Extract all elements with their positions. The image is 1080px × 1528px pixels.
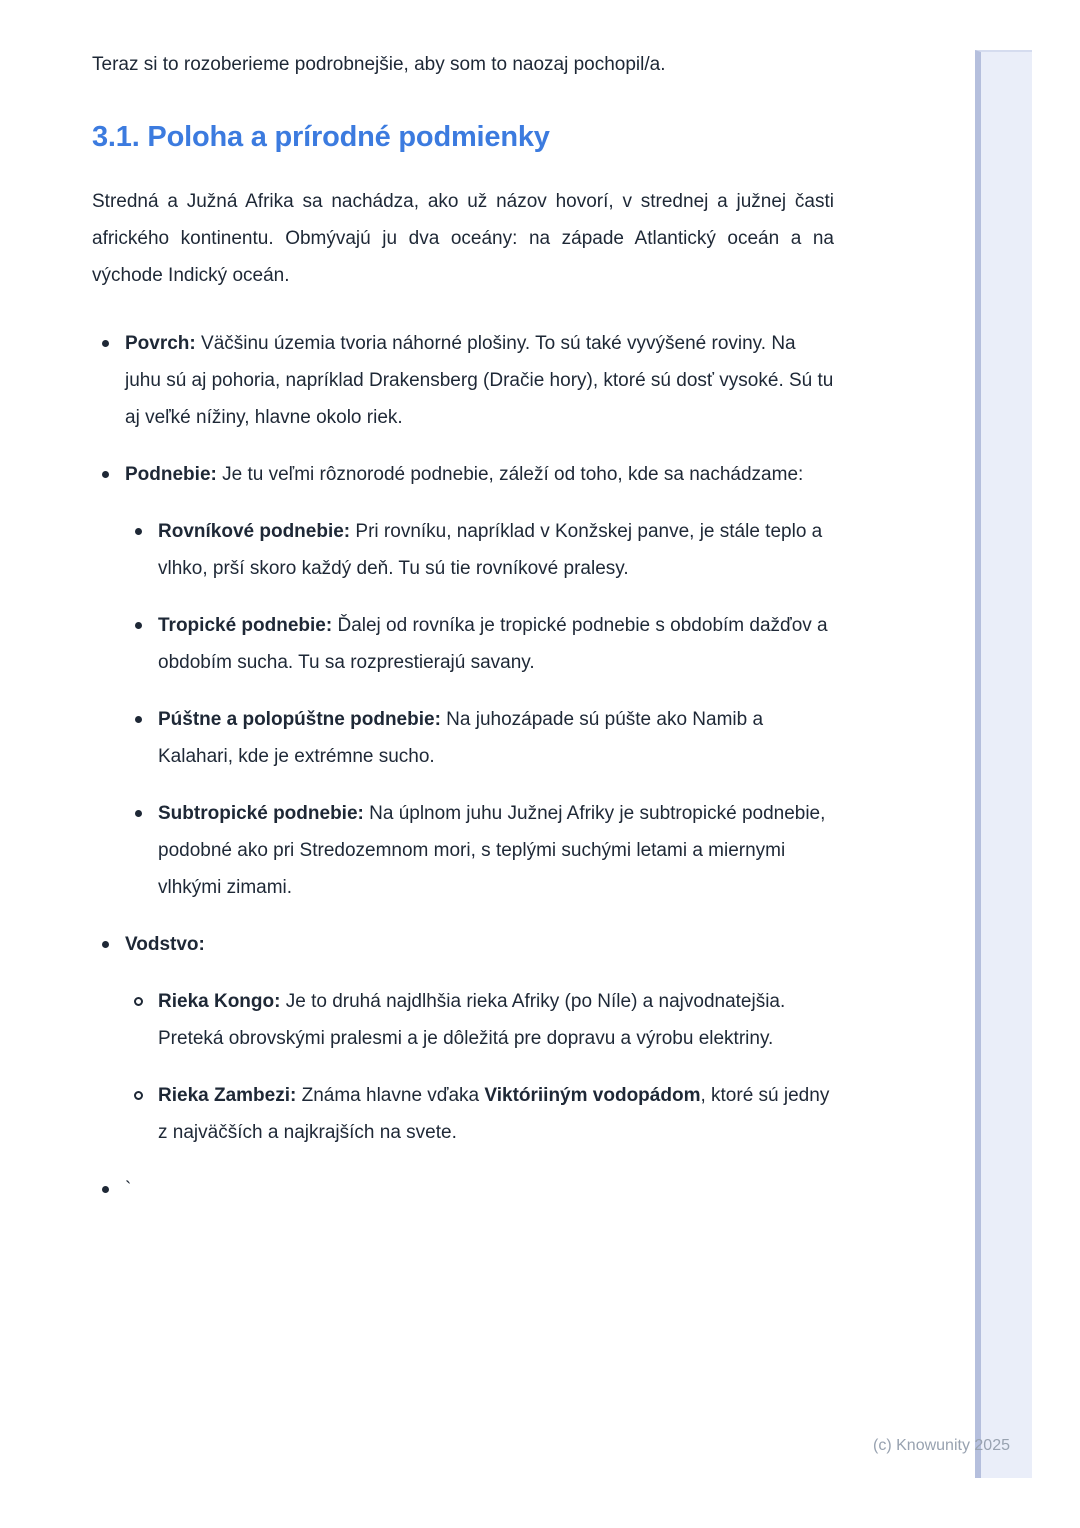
list-item-text: Povrch: Väčšinu územia tvoria náhorné plošiny. To sú také vyvýšené roviny. Na juhu sú aj pohoria, napríklad Drakensberg (Dračie hory), ktoré sú dosť vysoké. Sú tu aj veľké nížiny, hlavne okolo riek.: [125, 333, 834, 428]
list-item-text: Tropické podnebie: Ďalej od rovníka je tropické podnebie s obdobím dažďov a obdobím sucha. Tu sa rozprestierajú savany.: [158, 615, 828, 673]
lead-paragraph: Stredná a Južná Afrika sa nachádza, ako už názov hovorí, v strednej a južnej časti afrického kontinentu. Obmývajú ju dva oceány: na západe Atlantický oceán a na východe Indický oceán.: [92, 191, 834, 286]
list-item: [125, 701, 834, 775]
disc-bullet-icon: [102, 340, 109, 347]
disc-bullet-icon: [135, 528, 142, 535]
list-item-text: `: [125, 1179, 132, 1200]
disc-bullet-icon: [102, 941, 109, 948]
section-heading: 3.1. Poloha a prírodné podmienky: [92, 121, 550, 153]
list-item-text: Subtropické podnebie: Na úplnom juhu Južnej Afriky je subtropické podnebie, podobné ako pri Stredozemnom mori, s teplými suchými letami a miernymi vlhkými zimami.: [158, 803, 826, 898]
disc-bullet-icon: [135, 810, 142, 817]
list-item: [92, 325, 834, 436]
list-item: [92, 926, 834, 963]
list-item: [125, 513, 834, 587]
disc-bullet-icon: [102, 471, 109, 478]
list-item: [125, 607, 834, 681]
list-item-text: Podnebie: Je tu veľmi rôznorodé podnebie, záleží od toho, kde sa nachádzame:: [125, 464, 804, 485]
disc-bullet-icon: [102, 1186, 109, 1193]
disc-bullet-icon: [135, 622, 142, 629]
circle-bullet-icon: [134, 997, 143, 1006]
list-item-text: Rieka Kongo: Je to druhá najdlhšia rieka Afriky (po Níle) a najvodnatejšia. Preteká obrovskými pralesmi a je dôležitá pre dopravu a výrobu elektriny.: [158, 991, 786, 1049]
list-item: [92, 1171, 834, 1208]
list-item-text: Rovníkové podnebie: Pri rovníku, napríklad v Konžskej panve, je stále teplo a vlhko, prší skoro každý deň. Tu sú tie rovníkové pralesy.: [158, 521, 823, 579]
intro-text: Teraz si to rozoberieme podrobnejšie, aby som to naozaj pochopil/a.: [92, 54, 666, 75]
list-item: [125, 795, 834, 906]
list-item: [125, 983, 834, 1057]
disc-bullet-icon: [135, 716, 142, 723]
list-item-text: Púštne a polopúštne podnebie: Na juhozápade sú púšte ako Namib a Kalahari, kde je extrémne sucho.: [158, 709, 764, 767]
list-item: [92, 456, 834, 493]
list-item: [125, 1077, 834, 1151]
scrollbar-track[interactable]: [975, 50, 1032, 1478]
list-item-text: Rieka Zambezi: Známa hlavne vďaka Viktóriiným vodopádom, ktoré sú jedny z najväčších a najkrajších na svete.: [158, 1085, 830, 1143]
list-item-text: Vodstvo:: [125, 934, 205, 955]
copyright-footer: (c) Knowunity 2025: [873, 1437, 1010, 1454]
document-content: [92, 50, 834, 1228]
bullet-list: [92, 325, 834, 1208]
circle-bullet-icon: [134, 1091, 143, 1100]
